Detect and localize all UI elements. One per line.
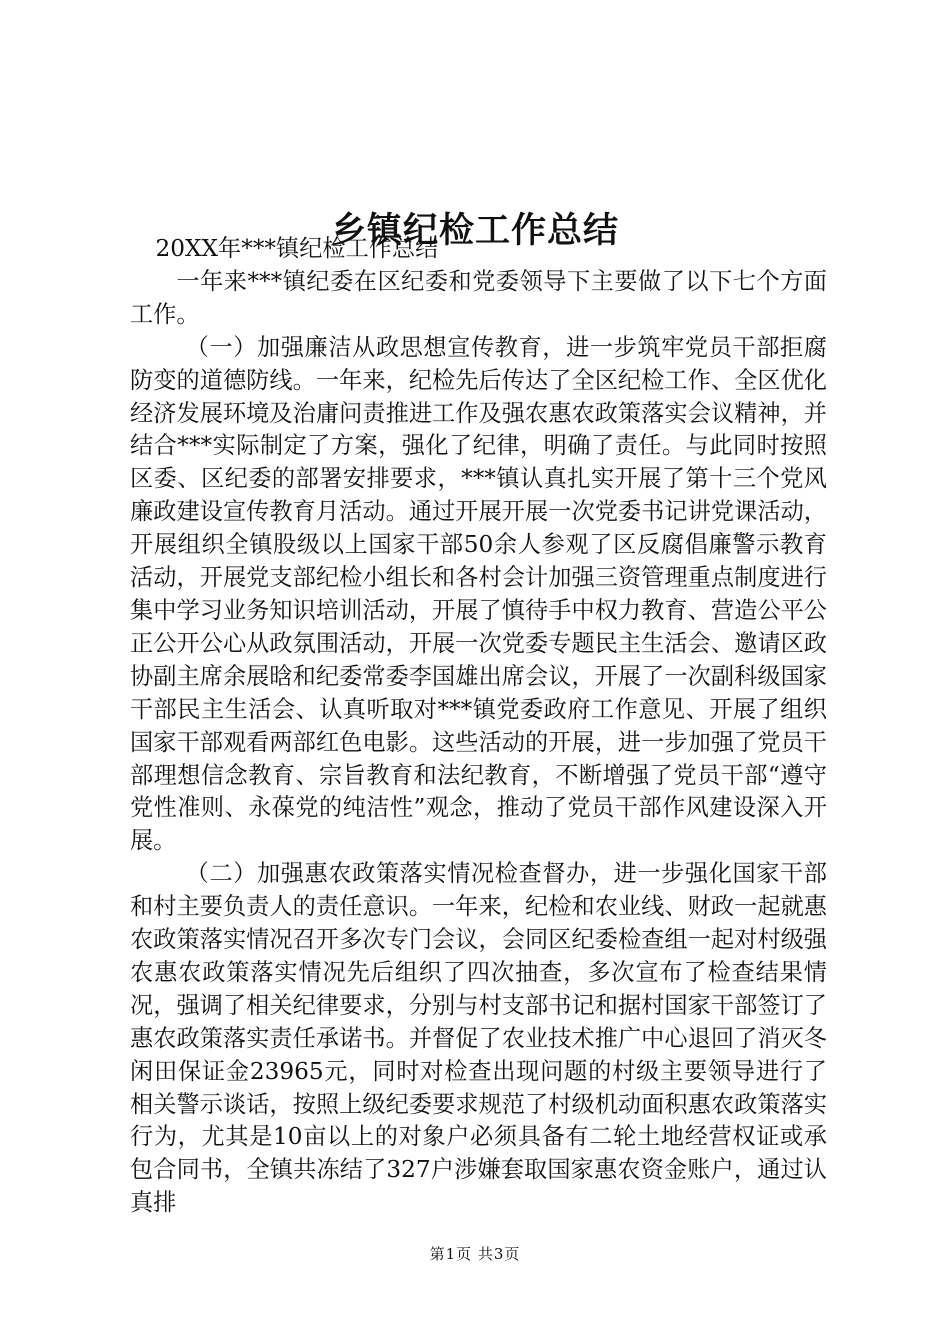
section-two-paragraph: （二）加强惠农政策落实情况检查督办，进一步强化国家干部和村主要负责人的责任意识。一年来，纪检和农业线、财政一起就惠农政策落实情况召开多次专门会议，会同区纪委检查组一起对村级强农惠农政策落实情况先后组织了四次抽查，多次宣布了检查结果情况，强调了相关纪律要求，分别与村支部书记和据村国家干部签订了惠农政策落实责任承诺书。并督促了农业技术推广中心退回了消灭冬闲田保证金23965元，同时对检查出现问题的村级主要领导进行了相关警示谈话，按照上级纪委要求规范了村级机动面积惠农政策落实行为，尤其是10亩以上的对象户必须具备有二轮土地经营权证或承包合同书，全镇共冻结了327户涉嫌套取国家惠农资金账户，通过认真排: [130, 860, 827, 1217]
section-one-paragraph: （一）加强廉洁从政思想宣传教育，进一步筑牢党员干部拒腐防变的道德防线。一年来，纪检先后传达了全区纪检工作、全区优化经济发展环境及治庸问责推进工作及强农惠农政策落实会议精神，并结合***实际制定了方案，强化了纪律，明确了责任。与此同时按照区委、区纪委的部署安排要求，***镇认真扎实开展了第十三个党风廉政建设宣传教育月活动。通过开展开展一次党委书记讲党课活动，开展组织全镇股级以上国家干部50余人参观了区反腐倡廉警示教育活动，开展党支部纪检小组长和各村会计加强三资管理重点制度进行集中学习业务知识培训活动，开展了慎待手中权力教育、营造公平公正公开公心从政氛围活动，开展一次党委专题民主生活会、邀请区政协副主席余展晗和纪委常委李国雄出席会议，开展了一次副科级国家干部民主生活会、认真听取对***镇党委政府工作意见、开展了组织国家干部观看两部红色电影。这些活动的开展，进一步加强了党员干部理想信念教育、宗旨教育和法纪教育，不断增强了党员干部“遵守党性准则、永葆党的纯洁性”观念，推动了党员干部作风建设深入开展。: [130, 333, 827, 855]
document-title: 乡镇纪检工作总结: [330, 210, 619, 252]
document-body: [130, 233, 827, 1220]
intro-paragraph: 一年来***镇纪委在区纪委和党委领导下主要做了以下七个方面工作。: [130, 267, 827, 328]
document-subtitle: 20XX年***镇纪检工作总结: [155, 235, 439, 262]
page-footer: 第1页 共3页: [429, 1245, 521, 1263]
